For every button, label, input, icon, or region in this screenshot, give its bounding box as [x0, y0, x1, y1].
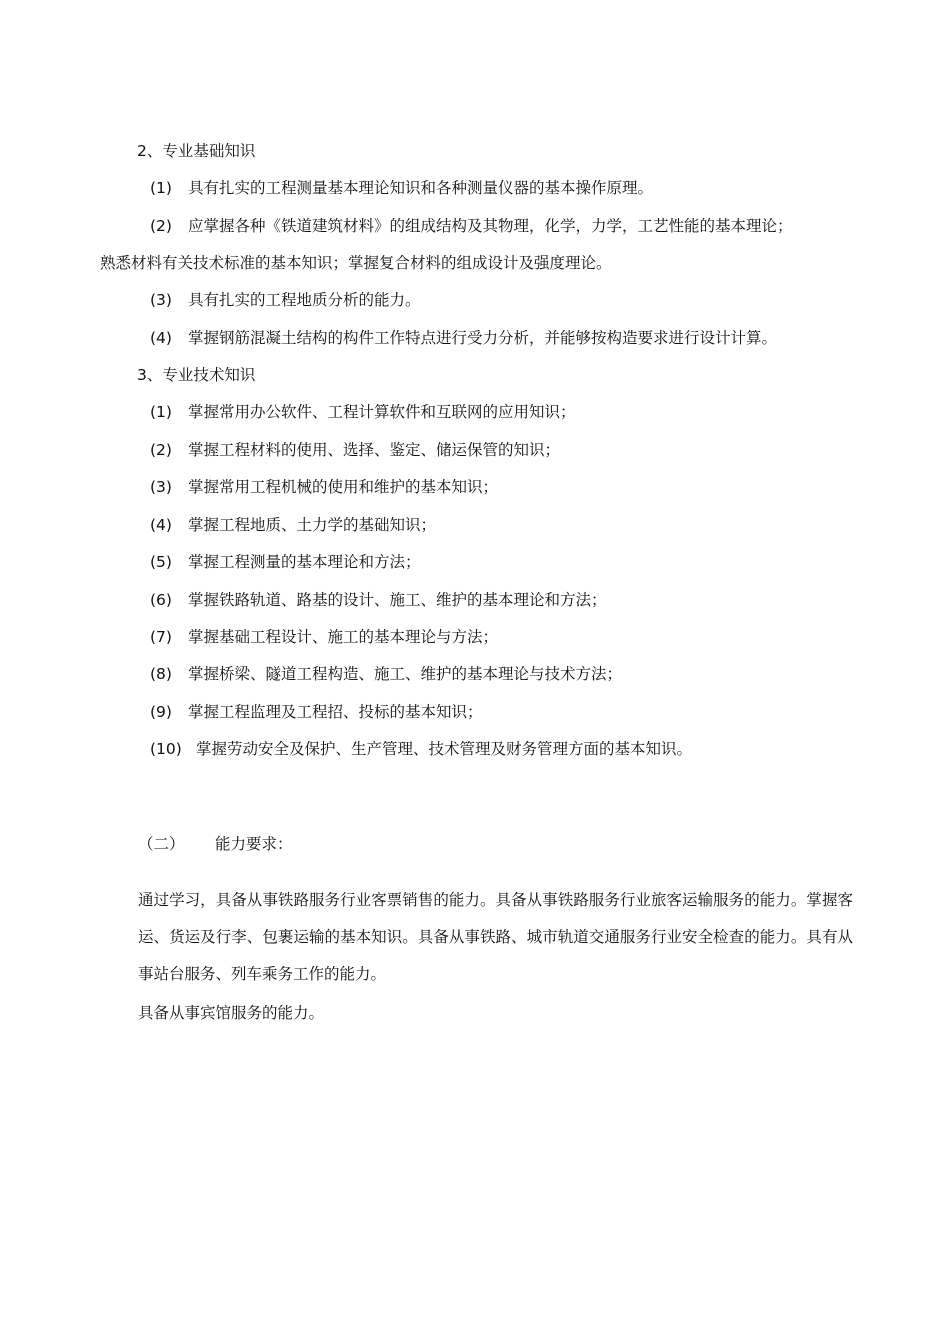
item-number: (9) — [150, 703, 172, 721]
item-text: 具有扎实的工程测量基本理论知识和各种测量仪器的基本操作原理。 — [188, 179, 654, 197]
section-3-heading: 3、专业技术知识 — [137, 366, 256, 384]
item-text: 掌握钢筋混凝土结构的构件工作特点进行受力分析，并能够按构造要求进行设计计算。 — [188, 329, 778, 347]
item-text: 掌握工程测量的基本理论和方法； — [188, 553, 421, 571]
item-number: (7) — [150, 628, 172, 646]
item-number: (10) — [150, 740, 182, 758]
item-number: (2) — [150, 441, 172, 459]
item-number: (8) — [150, 665, 172, 683]
item-text: 应掌握各种《铁道建筑材料》的组成结构及其物理，化学，力学，工艺性能的基本理论； — [188, 217, 793, 235]
item-number: (1) — [150, 403, 172, 421]
section-2-item-2-continuation: 熟悉材料有关技术标准的基本知识；掌握复合材料的组成设计及强度理论。 — [100, 254, 612, 272]
ability-paragraph: 通过学习，具备从事铁路服务行业客票销售的能力。具备从事铁路服务行业旅客运输服务的能力。掌握客运、货运及行李、包裹运输的基本知识。具备从事铁路、城市轨道交通服务行业安全检查的能力。具有从事站台服务、列车乘务工作的能力。 — [138, 891, 853, 983]
item-text: 掌握铁路轨道、路基的设计、施工、维护的基本理论和方法； — [188, 591, 607, 609]
item-text: 具有扎实的工程地质分析的能力。 — [188, 291, 421, 309]
item-number: (5) — [150, 553, 172, 571]
item-number: (3) — [150, 291, 172, 309]
ability-last-line: 具备从事宾馆服务的能力。 — [138, 1004, 325, 1022]
item-text: 掌握常用工程机械的使用和维护的基本知识； — [188, 478, 499, 496]
ability-number: （二） — [138, 835, 185, 853]
item-number: (1) — [150, 179, 172, 197]
item-number: (4) — [150, 329, 172, 347]
item-text: 掌握工程地质、土力学的基础知识； — [188, 516, 437, 534]
item-text: 掌握劳动安全及保护、生产管理、技术管理及财务管理方面的基本知识。 — [196, 740, 693, 758]
item-number: (2) — [150, 217, 172, 235]
item-text: 掌握工程材料的使用、选择、鉴定、储运保管的知识； — [188, 441, 561, 459]
item-number: (6) — [150, 591, 172, 609]
item-text: 掌握常用办公软件、工程计算软件和互联网的应用知识； — [188, 403, 576, 421]
section-2-heading: 2、专业基础知识 — [137, 142, 256, 160]
item-text: 掌握基础工程设计、施工的基本理论与方法； — [188, 628, 499, 646]
item-text: 掌握工程监理及工程招、投标的基本知识； — [188, 703, 483, 721]
item-number: (4) — [150, 516, 172, 534]
ability-heading: 能力要求： — [215, 835, 293, 853]
item-text: 掌握桥梁、隧道工程构造、施工、维护的基本理论与技术方法； — [188, 665, 623, 683]
item-number: (3) — [150, 478, 172, 496]
